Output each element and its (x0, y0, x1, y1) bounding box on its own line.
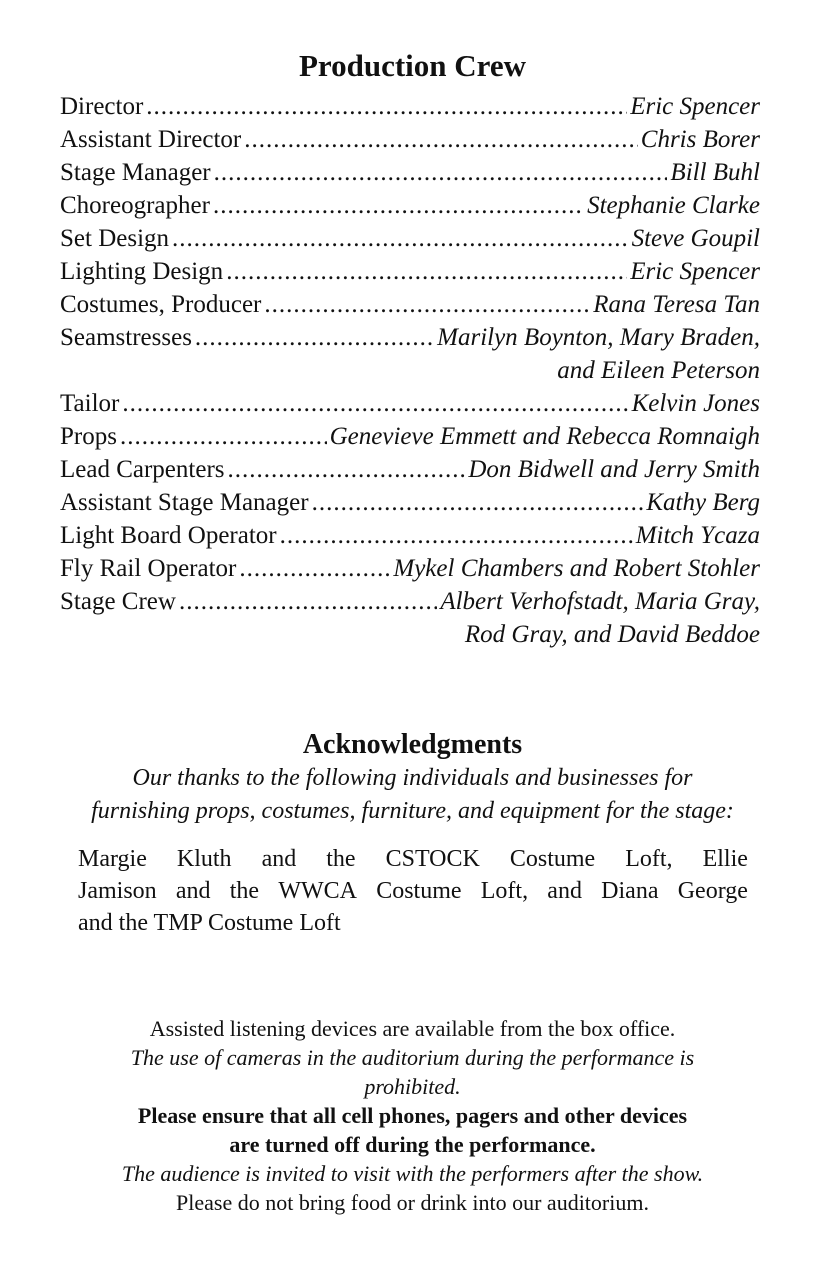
acknowledgments-word: Margie (78, 846, 147, 872)
dot-leader (195, 321, 434, 354)
listening-devices-notice: Assisted listening devices are available from the box office. (149, 1016, 676, 1041)
dot-leader (264, 288, 590, 321)
acknowledgments-line (78, 875, 748, 907)
acknowledgments-intro-line: Our thanks to the following individuals and businesses for (132, 765, 693, 791)
crew-role: Costumes, Producer (60, 291, 262, 318)
crew-names: Eric Spencer (630, 258, 760, 285)
crew-entry (60, 387, 760, 420)
crew-list (60, 90, 760, 651)
acknowledgments-word: and the TMP Costume Loft (78, 910, 341, 936)
crew-role: Stage Crew (60, 588, 176, 615)
acknowledgments-word: and (261, 846, 297, 872)
crew-role: Director (60, 93, 144, 120)
crew-names: Genevieve Emmett and Rebecca Romnaigh (329, 423, 760, 450)
crew-names: Bill Buhl (670, 159, 760, 186)
acknowledgments-word: Costume (376, 878, 462, 904)
crew-role: Stage Manager (60, 159, 211, 186)
acknowledgments-word: Ellie (702, 846, 748, 872)
acknowledgments-word: Kluth (176, 846, 232, 872)
acknowledgments-intro (20, 762, 805, 828)
acknowledgments-list (78, 843, 748, 939)
crew-entry (60, 288, 760, 321)
acknowledgments-word: the (326, 846, 356, 872)
acknowledgments-word: the (229, 878, 260, 904)
crew-entry (60, 486, 760, 519)
crew-entry (60, 156, 760, 189)
acknowledgments-word: Diana (601, 878, 659, 904)
phones-notice-line: are turned off during the performance. (229, 1132, 596, 1157)
dot-leader (214, 156, 668, 189)
acknowledgments-word: Jamison (78, 878, 157, 904)
dot-leader (239, 552, 390, 585)
dot-leader (312, 486, 644, 519)
crew-entry (60, 189, 760, 222)
crew-role: Props (60, 423, 117, 450)
acknowledgments-word: CSTOCK (385, 846, 480, 872)
crew-role: Assistant Stage Manager (60, 489, 309, 516)
dot-leader (172, 222, 629, 255)
crew-names: Albert Verhofstadt, Maria Gray, (440, 588, 760, 615)
crew-names: Rana Teresa Tan (593, 291, 760, 318)
camera-notice-line: prohibited. (364, 1074, 461, 1099)
acknowledgments-word: WWCA (278, 878, 357, 904)
production-crew-heading: Production Crew (298, 48, 527, 83)
crew-role: Lighting Design (60, 258, 224, 285)
crew-names: Stephanie Clarke (587, 192, 760, 219)
acknowledgments-line (78, 907, 748, 939)
crew-names-continued: Rod Gray, and David Beddoe (464, 621, 760, 648)
crew-entry (60, 255, 760, 288)
crew-entry (60, 519, 760, 552)
crew-entry (60, 90, 760, 123)
crew-entry (60, 420, 760, 453)
dot-leader (146, 90, 627, 123)
acknowledgments-heading: Acknowledgments (302, 729, 523, 760)
crew-names: Kelvin Jones (631, 390, 760, 417)
acknowledgments-word: Costume (509, 846, 596, 872)
acknowledgments-word: and (547, 878, 582, 904)
dot-leader (120, 420, 327, 453)
performer-visit-notice: The audience is invited to visit with the performers after the show. (121, 1161, 704, 1186)
crew-entry (60, 552, 760, 585)
crew-entry (60, 222, 760, 255)
dot-leader (179, 585, 437, 618)
acknowledgments-line (78, 843, 748, 875)
dot-leader (122, 387, 628, 420)
notices (40, 1014, 785, 1217)
camera-notice-line: The use of cameras in the auditorium during the performance is (130, 1045, 695, 1070)
crew-role: Light Board Operator (60, 522, 277, 549)
crew-names-continued: and Eileen Peterson (557, 357, 760, 384)
dot-leader (244, 123, 638, 156)
crew-names: Steve Goupil (631, 225, 760, 252)
crew-entry (60, 123, 760, 156)
dot-leader (213, 189, 584, 222)
dot-leader (228, 453, 466, 486)
crew-role: Tailor (60, 390, 120, 417)
crew-entry (60, 585, 760, 618)
crew-names: Marilyn Boynton, Mary Braden, (437, 324, 760, 351)
crew-role: Lead Carpenters (60, 456, 225, 483)
acknowledgments-word: Loft, (625, 846, 673, 872)
crew-entry (60, 321, 760, 354)
crew-names: Chris Borer (640, 126, 760, 153)
acknowledgments-word: Loft, (480, 878, 529, 904)
acknowledgments-word: and (175, 878, 211, 904)
food-drink-notice: Please do not bring food or drink into our auditorium. (176, 1190, 649, 1215)
phones-notice-line: Please ensure that all cell phones, pagers and other devices (137, 1103, 688, 1128)
crew-entry (60, 453, 760, 486)
acknowledgments-word: George (677, 878, 748, 904)
crew-role: Seamstresses (60, 324, 192, 351)
crew-names: Don Bidwell and Jerry Smith (468, 456, 760, 483)
crew-role: Choreographer (60, 192, 210, 219)
acknowledgments-intro-line: furnishing props, costumes, furniture, and equipment for the stage: (91, 798, 734, 824)
crew-role: Fly Rail Operator (60, 555, 237, 582)
crew-role: Assistant Director (60, 126, 242, 153)
dot-leader (280, 519, 633, 552)
crew-names: Kathy Berg (646, 489, 760, 516)
crew-names: Mitch Ycaza (635, 522, 760, 549)
crew-names: Eric Spencer (630, 93, 760, 120)
crew-role: Set Design (60, 225, 170, 252)
crew-names: Mykel Chambers and Robert Stohler (393, 555, 760, 582)
dot-leader (226, 255, 627, 288)
